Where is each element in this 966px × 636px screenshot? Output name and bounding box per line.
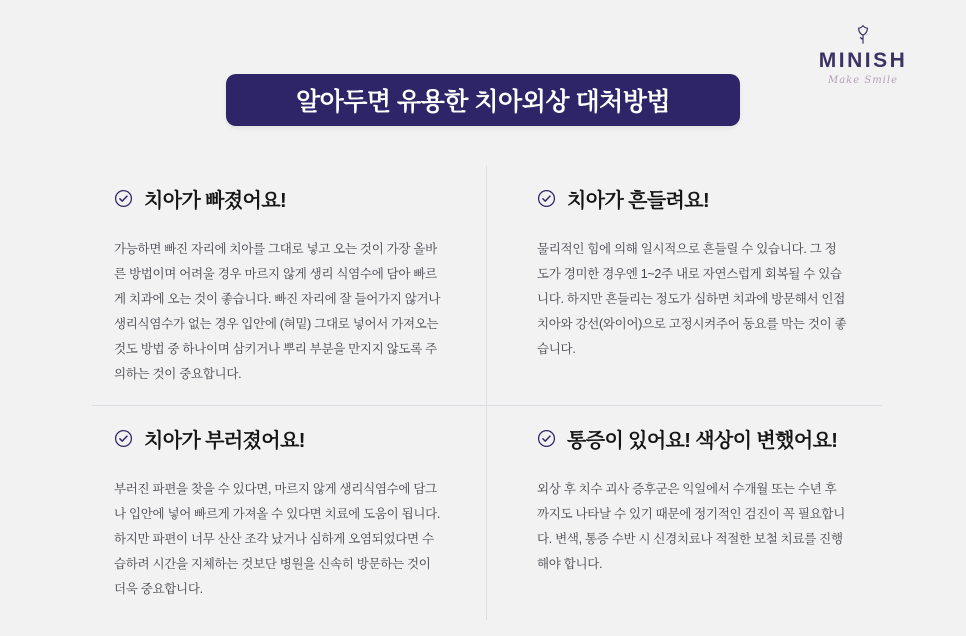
tip-card-1-header xyxy=(114,184,452,213)
check-circle-icon xyxy=(114,189,133,208)
check-circle-icon xyxy=(114,429,133,448)
tip-card-4 xyxy=(487,406,882,620)
tip-card-4-header xyxy=(537,424,848,453)
check-circle-icon xyxy=(537,189,556,208)
tulip-logo-icon xyxy=(850,22,876,48)
tip-card-3-title: 치아가 부러졌어요! xyxy=(144,430,305,452)
tip-card-3 xyxy=(92,406,487,620)
title-banner xyxy=(226,74,740,126)
tip-card-2-title: 치아가 흔들려요! xyxy=(567,190,710,212)
brand-tagline: Make Smile xyxy=(827,75,898,86)
tip-card-4-body: 외상 후 치수 괴사 증후군은 익일에서 수개월 또는 수년 후까지도 나타날 수 있기 때문에 정기적인 검진이 꼭 필요합니다. 변색, 통증 수반 시 신경치료나 적절한 보철 치료를 진행해야 합니다. xyxy=(537,482,845,571)
check-circle-icon xyxy=(537,429,556,448)
tip-card-3-body: 부러진 파편을 찾을 수 있다면, 마르지 않게 생리식염수에 담그나 입안에 넣어 빠르게 가져올 수 있다면 치료에 도움이 됩니다. 하지만 파편이 너무 산산 조각 났거나 심하게 오염되었다면 수습하려 시간을 지체하는 것보단 병원을 신속히 방문하는 것이 더욱 중요합니다. xyxy=(114,482,441,596)
tip-card-2-body: 물리적인 힘에 의해 일시적으로 흔들릴 수 있습니다. 그 정도가 경미한 경우엔 1~2주 내로 자연스럽게 회복될 수 있습니다. 하지만 흔들리는 정도가 심하면 치과에 방문해서 인접 치아와 강선(와이어)으로 고정시켜주어 동요를 막는 것이 좋습니다. xyxy=(537,242,847,356)
tip-card-1-body: 가능하면 빠진 자리에 치아를 그대로 넣고 오는 것이 가장 올바른 방법이며 어려울 경우 마르지 않게 생리 식염수에 담아 빠르게 치과에 오는 것이 좋습니다. 빠진 자리에 잘 들어가지 않거나 생리식염수가 없는 경우 입안에 (혀밑) 그대로 넣어서 가져오는 것도 방법 중 하나이며 삼키거나 뿌리 부분을 만지지 않도록 주의하는 것이 중요합니다. xyxy=(114,242,441,381)
brand-name: MINISH xyxy=(818,49,908,72)
tip-card-3-header xyxy=(114,424,452,453)
brand-logo xyxy=(798,22,928,86)
tip-card-2-header xyxy=(537,184,848,213)
tip-card-4-title: 통증이 있어요! 색상이 변했어요! xyxy=(567,430,838,452)
tip-card-2 xyxy=(487,166,882,406)
tip-card-1-title: 치아가 빠졌어요! xyxy=(144,190,287,212)
page-title: 알아두면 유용한 치아외상 대처방법 xyxy=(295,88,671,116)
tips-grid xyxy=(92,166,882,596)
tip-card-1 xyxy=(92,166,487,406)
